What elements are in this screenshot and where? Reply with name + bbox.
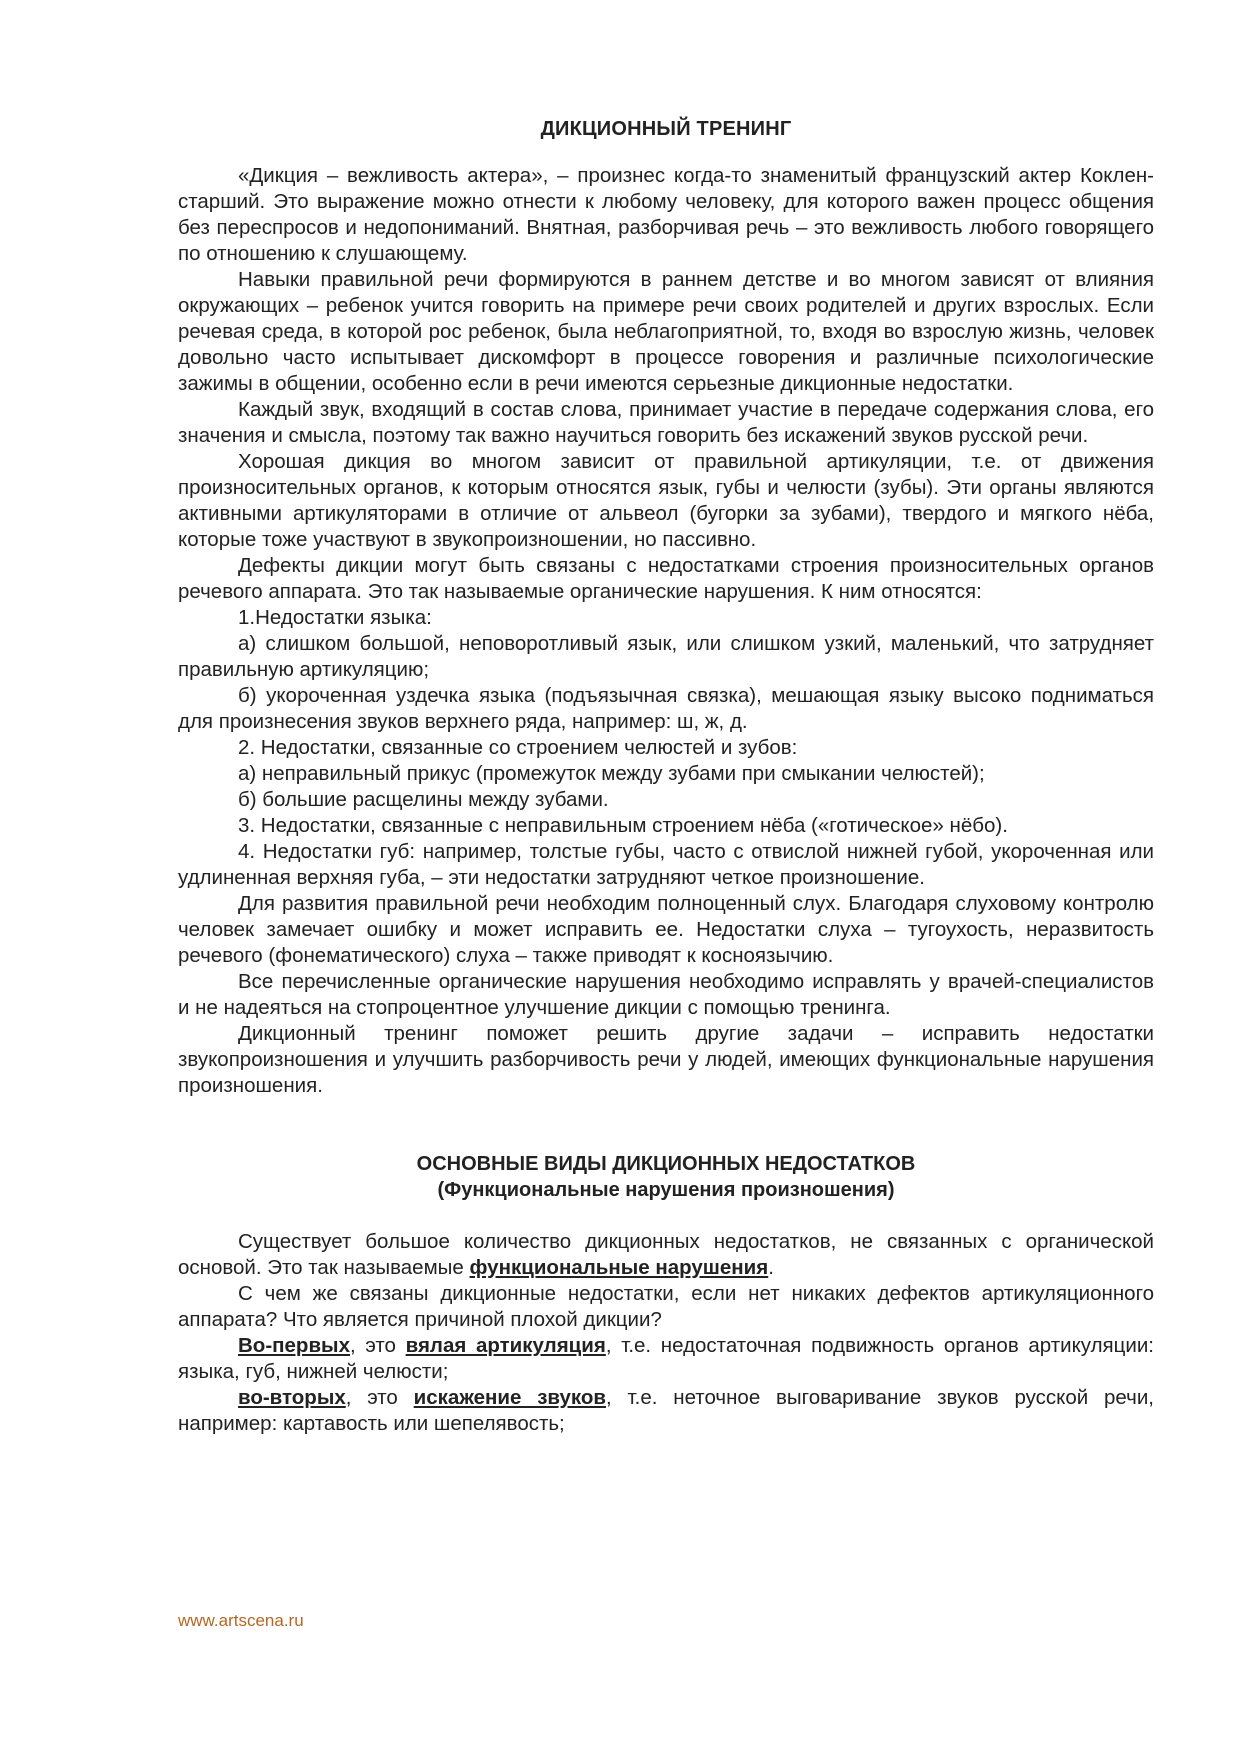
paragraph: [178, 1229, 1154, 1281]
section-subtitle: (Функциональные нарушения произношения): [437, 1179, 895, 1201]
paragraph: С чем же связаны дикционные недостатки, если нет никаких дефектов артикуляционного аппарата? Что является причиной плохой дикции?: [178, 1282, 1154, 1331]
paragraph: Дефекты дикции могут быть связаны с недостатками строения произносительных органов речевого аппарата. Это так называемые органические нарушения. К ним относятся:: [178, 554, 1154, 603]
document-page: [178, 118, 1154, 1437]
paragraph: Каждый звук, входящий в состав слова, принимает участие в передаче содержания слова, его значения и смысла, поэтому так важно научиться говорить без искажений звуков русской речи.: [178, 398, 1154, 447]
paragraph: Навыки правильной речи формируются в раннем детстве и во многом зависят от влияния окружающих – ребенок учится говорить на примере речи своих родителей и других взрослых. Если речевая среда, в которой рос ребенок, была неблагоприятной, то, входя во взрослую жизнь, человек довольно часто испытывает дискомфорт в процессе говорения и различные психологические зажимы в общении, особенно если в речи имеются серьезные дикционные недостатки.: [178, 268, 1154, 395]
paragraph: «Дикция – вежливость актера», – произнес когда-то знаменитый французский актер Коклен-старший. Это выражение можно отнести к любому человеку, для которого важен процесс общения без переспросов и недопониманий. Внятная, разборчивая речь – это вежливость любого говорящего по отношению к слушающему.: [178, 164, 1154, 265]
list-item: а) неправильный прикус (промежуток между зубами при смыкании челюстей);: [238, 762, 985, 785]
list-item: 3. Недостатки, связанные с неправильным строением нёба («готическое» нёбо).: [238, 814, 1008, 837]
term-secondly: во-вторых: [238, 1386, 346, 1409]
term-functional-disorders: функциональные нарушения: [469, 1256, 769, 1279]
text-run: .: [768, 1256, 774, 1279]
list-item: 1.Недостатки языка:: [238, 606, 432, 629]
text-run: , т.е. неточное выговаривание звуков русской речи, например: картавость или шепелявость;: [178, 1386, 1154, 1435]
paragraph: Все перечисленные органические нарушения необходимо исправлять у врачей-специалистов и не надеяться на стопроцентное улучшение дикции с помощью тренинга.: [178, 970, 1154, 1019]
list-item: 4. Недостатки губ: например, толстые губы, часто с отвислой нижней губой, укороченная или удлиненная верхняя губа, – эти недостатки затрудняют четкое произношение.: [178, 840, 1154, 889]
paragraph: Для развития правильной речи необходим полноценный слух. Благодаря слуховому контролю человек замечает ошибку и может исправить ее. Недостатки слуха – тугоухость, неразвитость речевого (фонематического) слуха – также приводят к косноязычию.: [178, 892, 1154, 967]
text-run: , это: [349, 1334, 406, 1357]
list-item: б) большие расщелины между зубами.: [238, 788, 609, 811]
paragraph: [178, 1385, 1154, 1437]
text-run: Существует большое количество дикционных недостатков, не связанных с органической основой. Это так называемые: [178, 1230, 1154, 1279]
list-item: 2. Недостатки, связанные со строением челюстей и зубов:: [238, 736, 798, 759]
term-sound-distortion: искажение звуков: [413, 1386, 607, 1409]
section-title: ОСНОВНЫЕ ВИДЫ ДИКЦИОННЫХ НЕДОСТАТКОВ: [416, 1153, 916, 1175]
footer-url: www.artscena.ru: [178, 1611, 304, 1630]
page-title: ДИКЦИОННЫЙ ТРЕНИНГ: [540, 118, 792, 140]
term-firstly: Во-первых: [238, 1334, 350, 1357]
paragraph: [178, 1333, 1154, 1385]
text-run: , это: [345, 1386, 414, 1409]
list-item: б) укороченная уздечка языка (подъязычная связка), мешающая языку высоко подниматься для произнесения звуков верхнего ряда, например: ш, ж, д.: [178, 684, 1154, 733]
text-run: , т.е. недостаточная подвижность органов артикуляции: языка, губ, нижней челюсти;: [178, 1334, 1154, 1383]
list-item: а) слишком большой, неповоротливый язык, или слишком узкий, маленький, что затрудняет правильную артикуляцию;: [178, 632, 1154, 681]
term-weak-articulation: вялая артикуляция: [405, 1334, 606, 1357]
paragraph: Хорошая дикция во многом зависит от правильной артикуляции, т.е. от движения произносительных органов, к которым относятся язык, губы и челюсти (зубы). Эти органы являются активными артикуляторами в отличие от альвеол (бугорки за зубами), твердого и мягкого нёба, которые тоже участвуют в звукопроизношении, но пассивно.: [178, 450, 1154, 551]
paragraph: Дикционный тренинг поможет решить другие задачи – исправить недостатки звукопроизношения и улучшить разборчивость речи у людей, имеющих функциональные нарушения произношения.: [178, 1022, 1154, 1097]
